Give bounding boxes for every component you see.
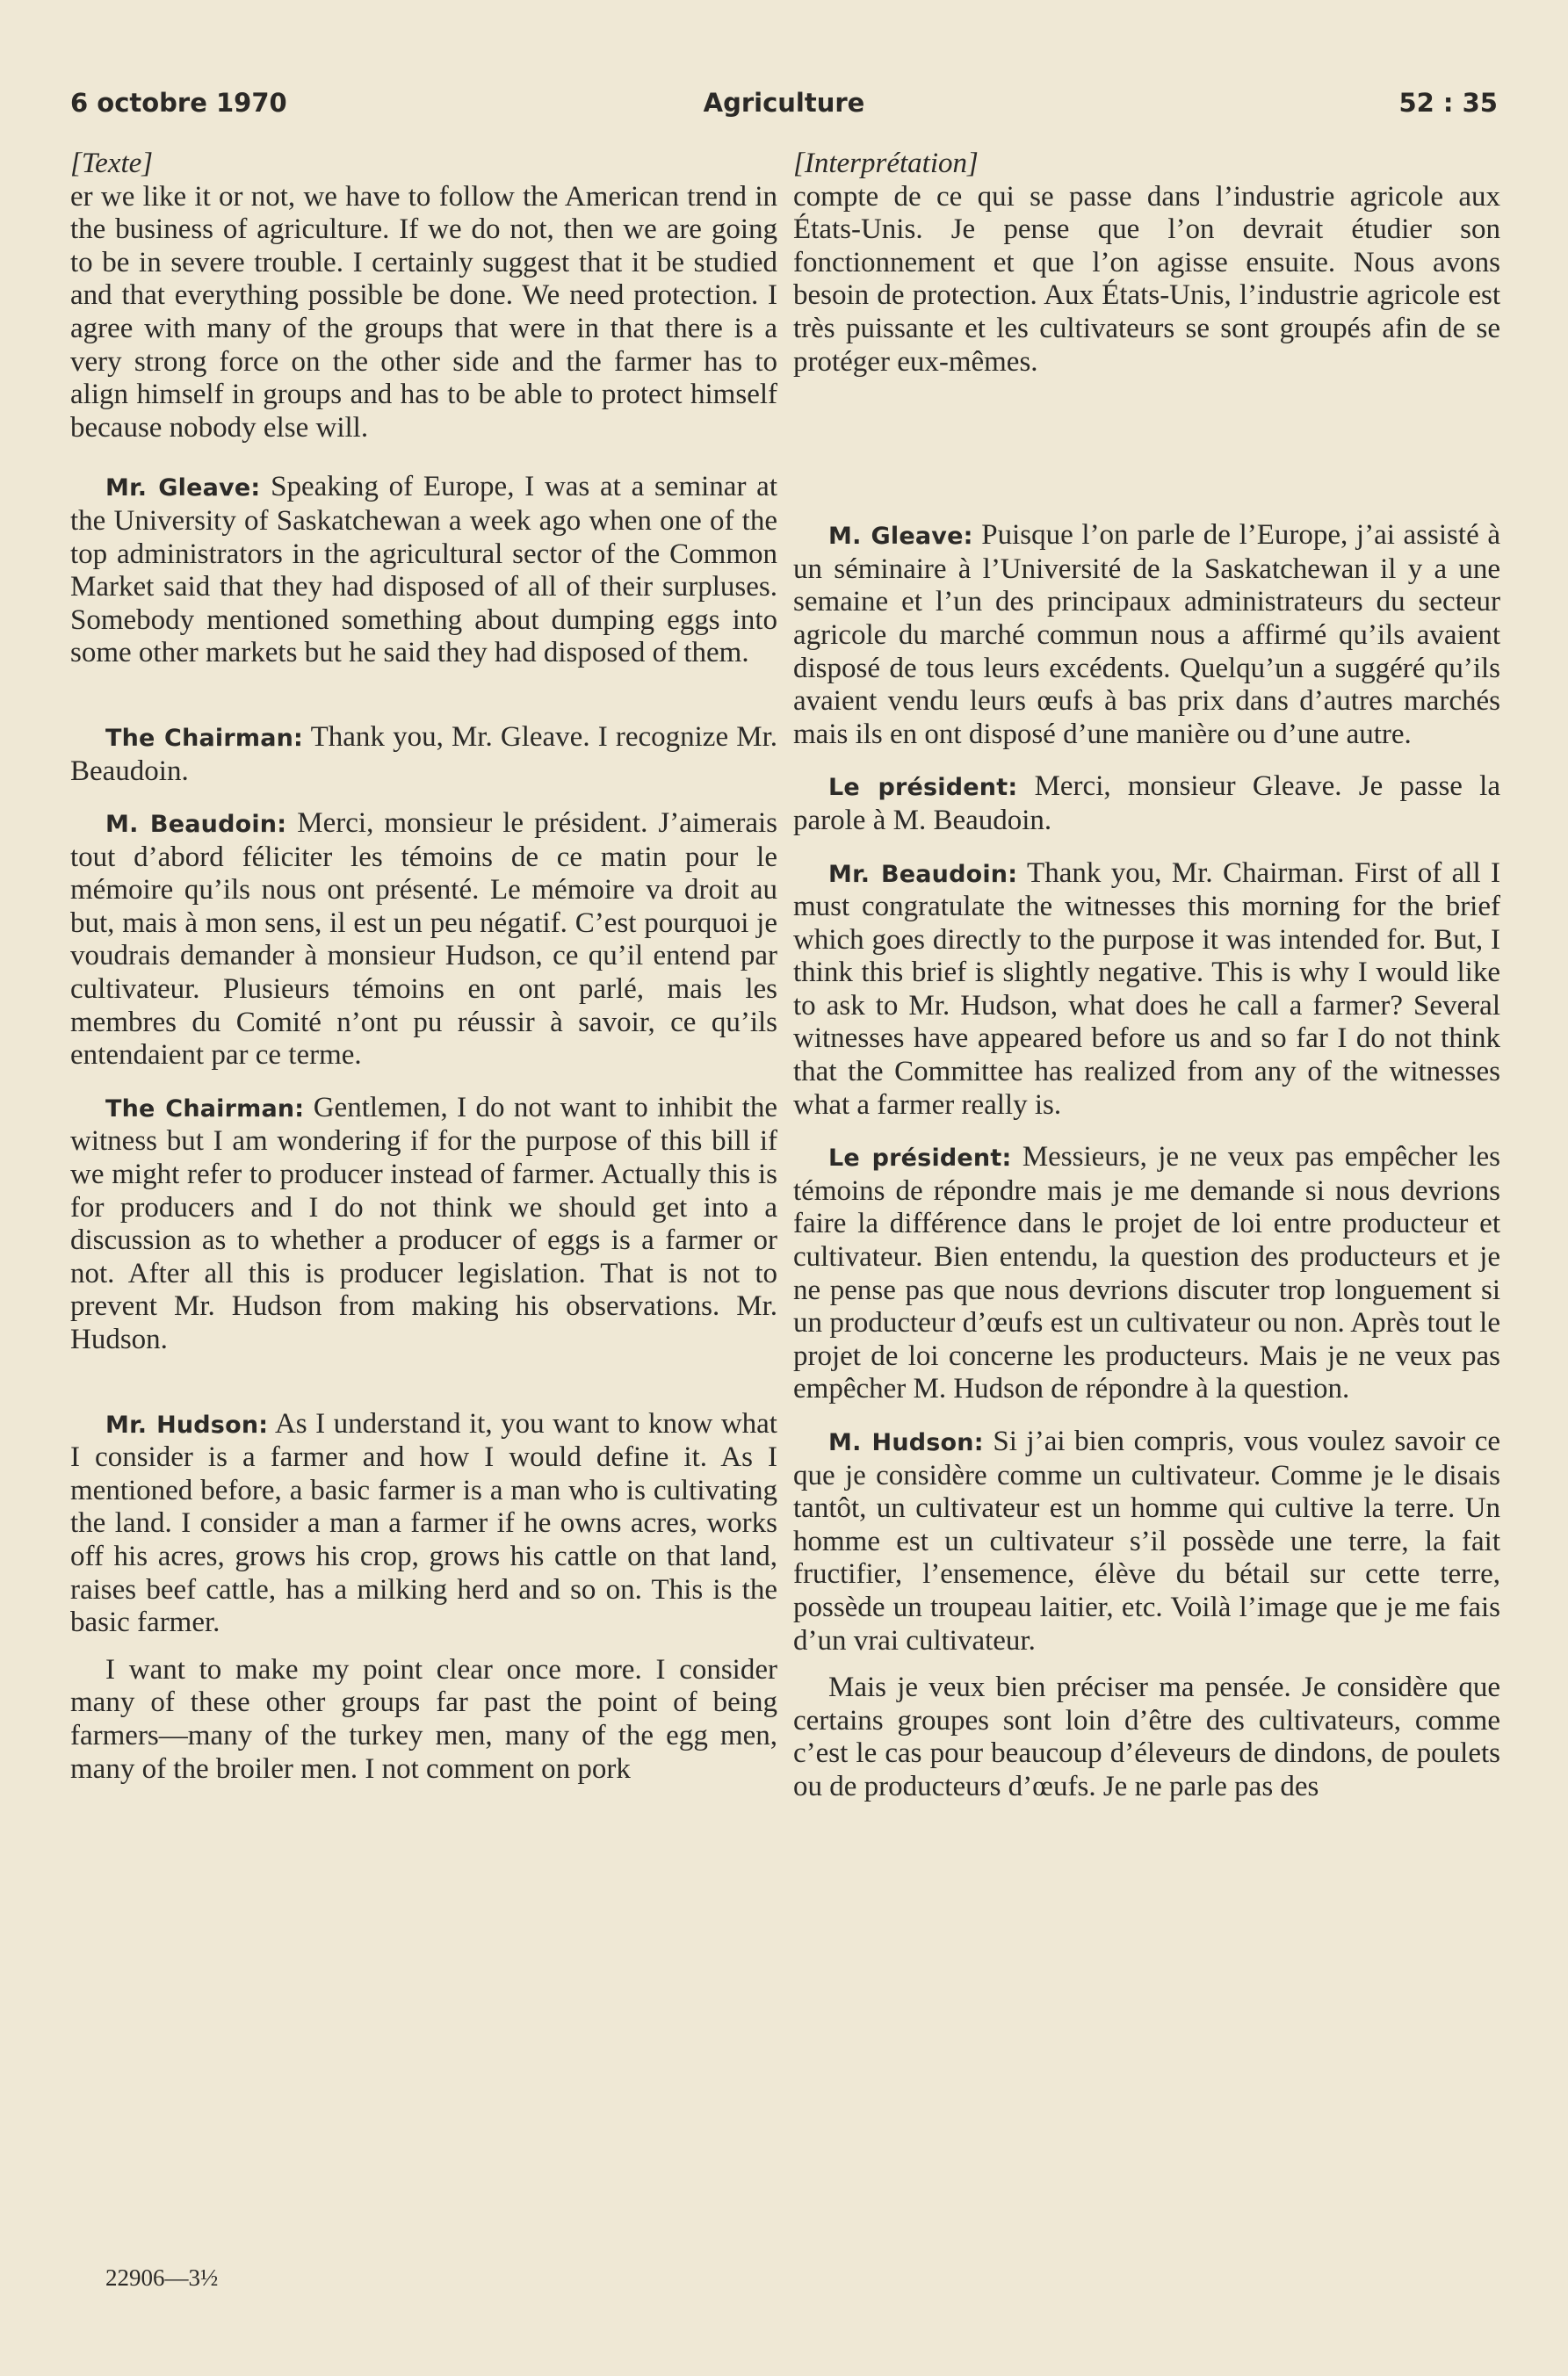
paragraph [793,1141,1500,1406]
paragraph-text: compte de ce qui se passe dans l’industrie agricole aux États-Unis. Je pense que l’on devrait étudier son fonctionnement et que l’on agisse ensuite. Nous avons besoin de protection. Aux États-Unis, l’industrie agricole est très puissante et les cultivateurs se sont groupés afin de se protéger eux-mêmes. [793,180,1500,378]
paragraph [793,519,1500,751]
paragraph [70,1408,777,1640]
paragraph-text: Si j’ai bien compris, vous voulez savoir ce que je considère comme un cultivateur. Comme je le disais tantôt, un cultivateur est un homme qui cultive la terre. Un homme est un cultivateur s’il possède une terre, la fait fructifier, l’ensemence, élève du bétail sur cette terre, possède un troupeau laitier, etc. Voilà l’image que je me fais d’un vrai cultivateur. [793,1426,1501,1657]
section-label-texte: [Texte] [70,148,154,179]
speaker-name: The Chairman: [105,724,304,752]
paragraph [70,1654,777,1786]
section-label-interpretation: [Interprétation] [793,148,979,179]
paragraph-text: I want to make my point clear once more. I consider many of these other groups far past the point of being farmers—many of the turkey men, many of the egg men, many of the broiler men. I not comment on pork [70,1653,777,1785]
speaker-name: The Chairman: [105,1094,305,1123]
speaker-name: Le président: [828,1145,1012,1173]
paragraph [793,181,1500,379]
paragraph [70,181,777,445]
french-column [793,148,1500,1804]
speaker-name: M. Hudson: [828,1429,984,1456]
running-header [70,88,1498,126]
header-date: 6 octobre 1970 [70,88,287,118]
paragraph-text: Thank you, Mr. Chairman. First of all I must congratulate the witnesses this morning for the brief which goes directly to the purpose it was intended for. But, I think this brief is slightly negative. This is why I would like to ask to Mr. Hudson, what does he call a farmer? Several witnesses have appeared before us and so far I do not think that the Committee has realized from any of the witnesses what a farmer really is. [793,856,1500,1121]
speaker-name: Mr. Gleave: [105,474,261,502]
paragraph-text: Thank you, Mr. Gleave. I recognize Mr. Beaudoin. [70,720,778,787]
paragraph [793,857,1500,1123]
speaker-name: M. Beaudoin: [105,811,287,839]
paragraph-text: As I understand it, you want to know what I consider is a farmer and how I would define it. As I mentioned before, a basic farmer is a man who is cultivating the land. I consider a man a farmer if he owns acres, works off his acres, grows his crop, grows his cattle on that land, raises beef cattle, has a milking herd and so on. This is the basic farmer. [70,1407,777,1639]
paragraph-text: Speaking of Europe, I was at a seminar at the University of Saskatchewan a week ago when one of the top administrators in the agricultural sector of the Common Market said that they had disposed of all of their surpluses. Somebody mentioned something about dumping eggs into some other markets but he said they had disposed of them. [70,471,777,669]
paragraph-text: Merci, monsieur le président. J’aimerais tout d’abord féliciter les témoins de ce matin pour le mémoire qu’ils nous ont présenté. Le mémoire va droit au but, mais à mon sens, il est un peu négatif. C’est pourquoi je voudrais demander à monsieur Hudson, ce qu’il entend par cultivateur. Plusieurs témoins en ont parlé, mais les membres du Comité n’ont pu réussir à savoir, ce qu’ils entendaient par ce terme. [70,807,777,1072]
paragraph-text: er we like it or not, we have to follow the American trend in the business of agriculture. If we do not, then we are going to be in severe trouble. I certainly suggest that it be studied and that everything possible be done. We need protection. I agree with many of the groups that were in that there is a very strong force on the other side and the farmer has to align himself in groups and has to be able to protect himself because nobody else will. [70,180,777,444]
paragraph [70,1092,777,1357]
paragraph [70,721,777,788]
paragraph [793,1426,1500,1657]
paragraph-text: Puisque l’on parle de l’Europe, j’ai assisté à un séminaire à l’Université de la Saskatchewan il y a une semaine et l’un des principaux administrateurs du secteur agricole du marché commun nous a affirmé qu’ils avaient disposé de tous leurs excédents. Quelqu’un a suggéré qu’ils avaient vendu leurs œufs à bas prix dans d’autres marchés mais ils en ont disposé d’une manière ou d’une autre. [793,519,1501,750]
paragraph-text: Merci, monsieur Gleave. Je passe la parole à M. Beaudoin. [793,770,1500,836]
paragraph-text: Gentlemen, I do not want to inhibit the witness but I am wondering if for the purpose of this bill if we might refer to producer instead of farmer. Actually this is for producers and I do not think we should get into a discussion as to whether a producer of eggs is a farmer or not. After all this is producer legislation. That is not to prevent Mr. Hudson from making his observations. Mr. Hudson. [70,1091,777,1355]
speaker-name: Le président: [828,774,1018,802]
paragraph [70,471,777,670]
speaker-name: M. Gleave: [828,523,973,551]
footer-signature-mark: 22906—3½ [105,2264,219,2291]
speaker-name: Mr. Hudson: [105,1411,269,1439]
header-page-number: 52 : 35 [1398,88,1498,118]
paragraph-text: Mais je veux bien préciser ma pensée. Je considère que certains groupes sont loin d’être des cultivateurs, comme c’est le cas pour beaucoup d’éleveurs de dindons, de poulets ou de producteurs d’œufs. Je ne parle pas des [793,1672,1500,1802]
header-title: Agriculture [703,88,865,118]
paragraph-text: Messieurs, je ne veux pas empêcher les témoins de répondre mais je me demande si nous devrions faire la différence dans le projet de loi entre producteur et cultivateur. Bien entendu, la question des producteurs et je ne pense pas que nous devrions discuter trop longuement si un producteur d’œufs est un cultivateur ou non. Après tout le projet de loi concerne les producteurs. Mais je ne veux pas empêcher M. Hudson de répondre à la question. [793,1141,1500,1405]
paragraph [793,1672,1500,1803]
english-column [70,148,777,1786]
paragraph [70,807,777,1072]
speaker-name: Mr. Beaudoin: [828,860,1018,888]
paragraph [793,770,1500,837]
